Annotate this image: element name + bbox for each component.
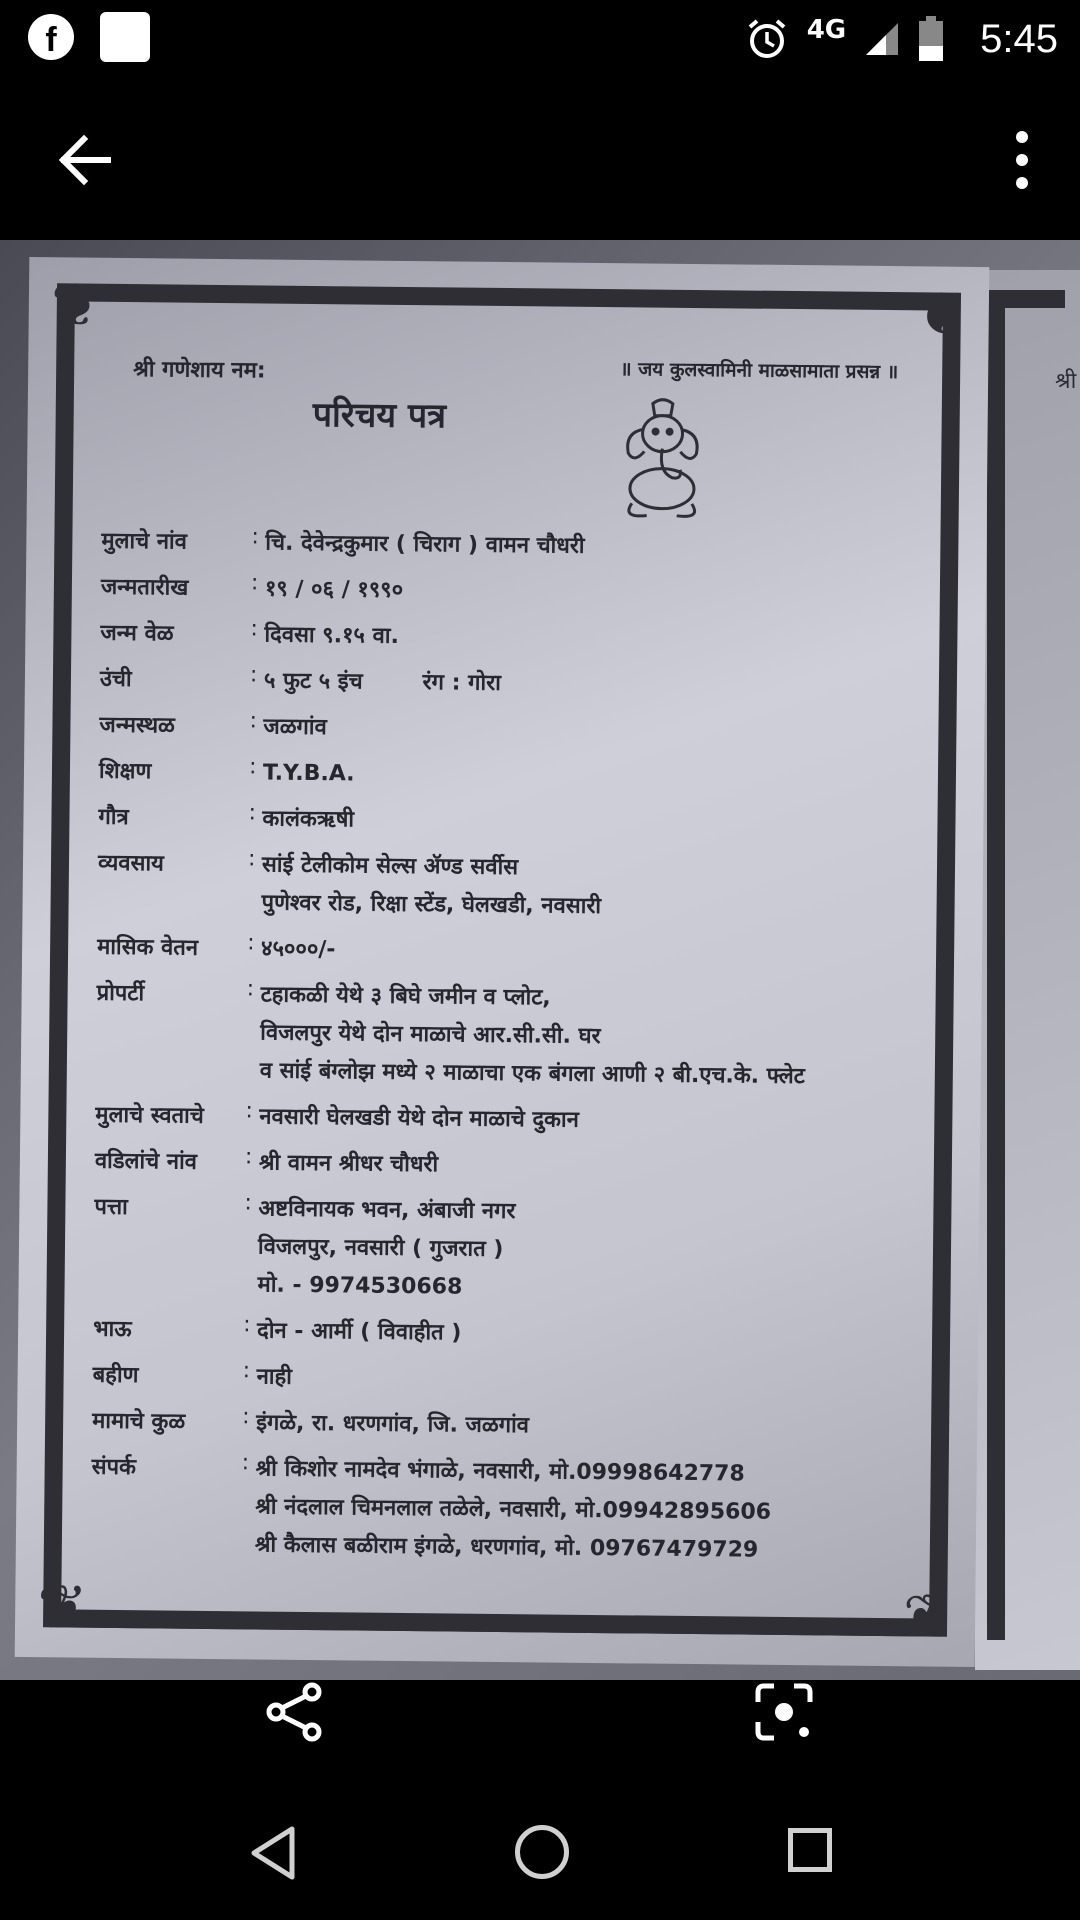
field-row: जन्मतारीख : १९ / ०६ / १९९० bbox=[100, 570, 404, 603]
field-row: वडिलांचे नांव : श्री वामन श्रीधर चौधरी bbox=[94, 1144, 439, 1178]
field-row: बहीण : नाही bbox=[92, 1358, 293, 1390]
field-row: जन्मस्थळ : जळगांव bbox=[99, 708, 327, 741]
field-row: गौत्र : कालंकऋषी bbox=[98, 800, 355, 833]
clock: 5:45 bbox=[980, 16, 1058, 61]
photo-actions bbox=[0, 1680, 1080, 1750]
battery-icon bbox=[918, 16, 944, 62]
adjacent-sheet: श्री bbox=[975, 270, 1080, 1670]
app-bar bbox=[0, 80, 1080, 240]
corner-ornament-icon: ❦ bbox=[36, 1572, 88, 1643]
biodata-sheet bbox=[15, 257, 990, 1667]
field-row: प्रोपर्टी : टहाकळी येथे ३ बिघे जमीन व प्लोट, विजलपुर येथे दोन माळाचे आर.सी.सी. घर व सांई बंग्लोझ मध्ये २ माळाचा एक बंगला आणी २ बी.एच.के. फ्लेट bbox=[96, 976, 805, 1090]
status-bar bbox=[0, 0, 1080, 80]
field-row: मुलाचे नांव : चि. देवेन्द्रकुमार ( चिराग ) वामन चौधरी bbox=[101, 524, 585, 559]
corner-ornament-icon: ❦ bbox=[50, 270, 102, 341]
nav-recents-icon[interactable] bbox=[788, 1828, 832, 1872]
field-row: मामाचे कुळ : इंगळे, रा. धरणगांव, जि. जळगांव bbox=[92, 1404, 530, 1439]
field-row: व्यवसाय : सांई टेलीकोम सेल्स ॲण्ड सर्वीस पुणेश्वर रोड, रिक्षा स्टेंड, घेलखडी, नवसारी bbox=[97, 846, 602, 920]
photo-viewer[interactable] bbox=[0, 240, 1080, 1680]
field-row: मासिक वेतन : ४५०००/- bbox=[97, 930, 336, 963]
back-arrow-icon[interactable] bbox=[50, 125, 120, 195]
notification-icon bbox=[100, 12, 150, 62]
field-row: उंची : ५ फुट ५ इंच रंग : गोरा bbox=[99, 662, 502, 696]
field-row: भाऊ : दोन - आर्मी ( विवाहीत ) bbox=[93, 1312, 462, 1346]
corner-ornament-icon: ❦ bbox=[902, 1581, 954, 1652]
field-row: संपर्क : श्री किशोर नामदेव भंगाळे, नवसारी, मो.09998642778 श्री नंदलाल चिमनलाल तळेले, नवसारी, मो.09942895606 श्री कैलास बळीराम इंगळे, धरणगांव, मो. 09767479729 bbox=[91, 1450, 772, 1563]
header-right: ॥ जय कुलस्वामिनी माळसामाता प्रसन्न ॥ bbox=[620, 358, 899, 384]
share-icon[interactable] bbox=[262, 1680, 326, 1744]
document-title: परिचय पत्र bbox=[312, 394, 447, 437]
biodata-fields bbox=[91, 523, 962, 1580]
nav-back-icon[interactable] bbox=[248, 1825, 298, 1881]
field-row: शिक्षण : T.Y.B.A. bbox=[98, 754, 355, 787]
facebook-icon: f bbox=[28, 14, 74, 60]
field-row: मुलाचे स्वताचे : नवसारी घेलखडी येथे दोन माळाचे दुकान bbox=[95, 1098, 580, 1133]
document-content bbox=[15, 257, 990, 1667]
corner-ornament-icon: ❦ bbox=[916, 279, 968, 350]
header-left: श्री गणेशाय नम: bbox=[133, 357, 266, 384]
navigation-bar bbox=[0, 1790, 1080, 1920]
alarm-icon bbox=[745, 17, 789, 61]
nav-home-icon[interactable] bbox=[515, 1825, 569, 1879]
more-options-icon[interactable] bbox=[1004, 125, 1040, 195]
signal-icon bbox=[864, 21, 900, 57]
ganesha-icon bbox=[602, 393, 723, 524]
field-row: जन्म वेळ : दिवसा ९.१५ वा. bbox=[100, 616, 400, 649]
field-row: पत्ता : अष्टविनायक भवन, अंबाजी नगर विजलपुर, नवसारी ( गुजरात ) मो. - 9974530668 bbox=[94, 1190, 516, 1300]
network-type: 4G bbox=[806, 15, 847, 45]
google-lens-icon[interactable] bbox=[752, 1680, 816, 1744]
